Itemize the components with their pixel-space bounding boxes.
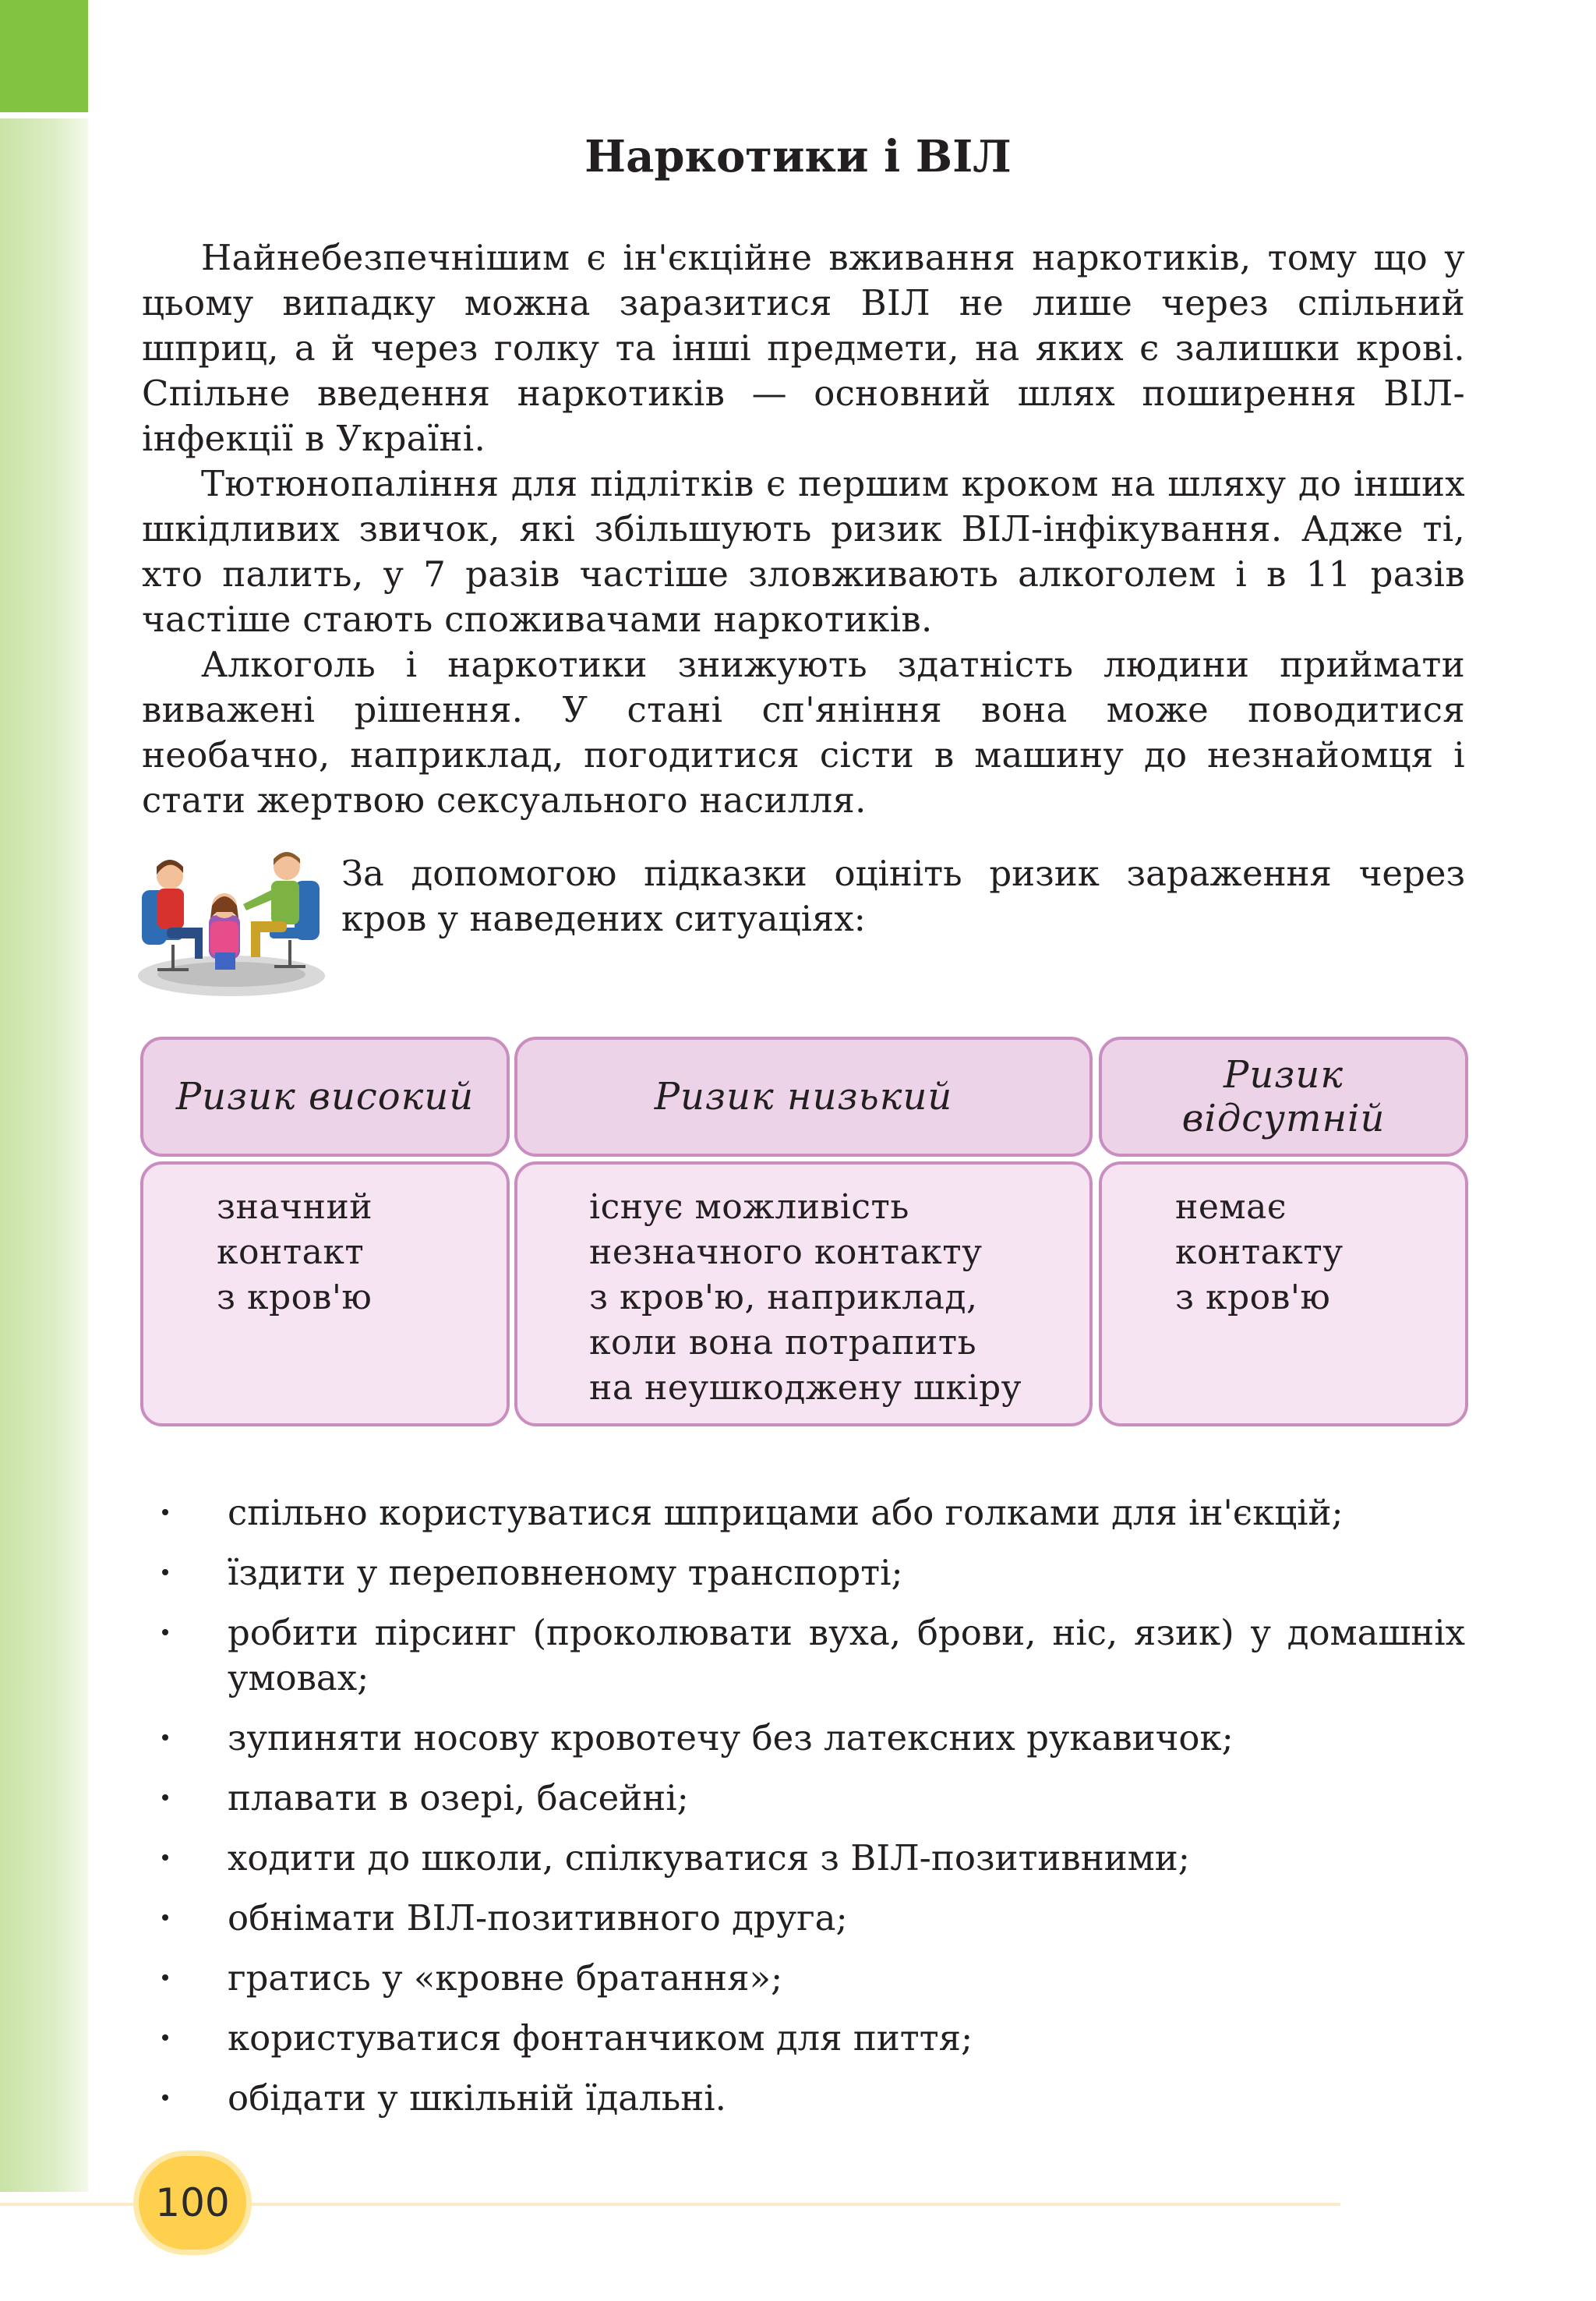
situations-list: [228, 1490, 1465, 2136]
risk-none-header: [1099, 1037, 1468, 1157]
page-side-strip: [0, 118, 88, 2192]
risk-none-header-label: Ризик відсутній: [1181, 1053, 1386, 1140]
list-item: [228, 1716, 1465, 1761]
risk-low-description: існує можливість незначного контакту з кров'ю, наприклад, коли вона потрапить на неушкоджену шкіру: [589, 1187, 1022, 1408]
risk-low-cell: [514, 1161, 1093, 1426]
list-item-text: зупиняти носову кровотечу без латексних рукавичок;: [228, 1717, 1234, 1758]
paragraph-1: Найнебезпечнішим є ін'єкційне вживання наркотиків, тому що у цьому випадку можна заразитися ВІЛ не лише через спільний шприц, а й через голку та інші предмети, на яких є залишки крові. Спільне введення наркотиків — основний шлях поширення ВІЛ-інфекції в Україні.: [142, 237, 1465, 459]
list-item: [228, 2076, 1465, 2121]
list-item-text: гратись у «кровне братання»;: [228, 1957, 783, 1999]
page-title: Наркотики і ВІЛ: [584, 131, 1012, 182]
list-item: [228, 1550, 1465, 1596]
bullet-dot: [162, 1509, 168, 1515]
list-item-text: обідати у шкільній їдальні.: [228, 2077, 726, 2119]
risk-low-header-label: Ризик низький: [654, 1075, 953, 1119]
bullet-dot: [162, 1974, 168, 1981]
list-item-text: їздити у переповненому транспорті;: [228, 1552, 903, 1593]
risk-none-cell: [1099, 1161, 1468, 1426]
risk-none-description: немає контакту з кров'ю: [1175, 1187, 1344, 1317]
risk-high-header-label: Ризик високий: [175, 1075, 475, 1119]
risk-low-header: [514, 1037, 1093, 1157]
students-discussion-icon: [134, 843, 329, 999]
list-item-text: плавати в озері, басейні;: [228, 1777, 689, 1819]
list-item: [228, 2016, 1465, 2061]
list-item: [228, 1956, 1465, 2001]
page-number: 100: [139, 2156, 246, 2250]
bullet-dot: [162, 1734, 168, 1741]
bullet-dot: [162, 1569, 168, 1575]
task-instruction: За допомогою підказки оцініть ризик зараження через кров у наведених ситуаціях:: [341, 853, 1465, 939]
bullet-dot: [162, 2094, 168, 2101]
risk-high-header: [140, 1037, 510, 1157]
list-item-text: робити пірсинг (проколювати вуха, брови, ніс, язик) у домашніх умовах;: [228, 1612, 1465, 1698]
risk-high-description: значний контакт з кров'ю: [217, 1187, 373, 1317]
paragraph-2: Тютюнопаління для підлітків є першим кроком на шляху до інших шкідливих звичок, які збільшують ризик ВІЛ-інфікування. Адже ті, хто палить, у 7 разів частіше зловживають алкоголем і в 11 разів частіше стають споживачами наркотиків.: [142, 463, 1465, 640]
list-item: [228, 1490, 1465, 1536]
list-item: [228, 1610, 1465, 1701]
list-item: [228, 1836, 1465, 1881]
risk-high-cell: [140, 1161, 510, 1426]
list-item-text: ходити до школи, спілкуватися з ВІЛ-позитивними;: [228, 1837, 1190, 1879]
bullet-dot: [162, 1854, 168, 1861]
list-item-text: користуватися фонтанчиком для пиття;: [228, 2017, 973, 2059]
bullet-dot: [162, 1914, 168, 1921]
list-item: [228, 1776, 1465, 1821]
paragraph-3: Алкоголь і наркотики знижують здатність людини приймати виважені рішення. У стані сп'яніння вона може поводитися необачно, наприклад, погодитися сісти в машину до незнайомця і стати жертвою сексуального насилля.: [142, 644, 1465, 821]
list-item: [228, 1896, 1465, 1941]
page-corner-tab: [0, 0, 88, 112]
bullet-dot: [162, 2034, 168, 2041]
list-item-text: спільно користуватися шприцами або голками для ін'єкцій;: [228, 1492, 1344, 1533]
bullet-dot: [162, 1629, 168, 1635]
list-item-text: обнімати ВІЛ-позитивного друга;: [228, 1897, 848, 1939]
bullet-dot: [162, 1794, 168, 1801]
